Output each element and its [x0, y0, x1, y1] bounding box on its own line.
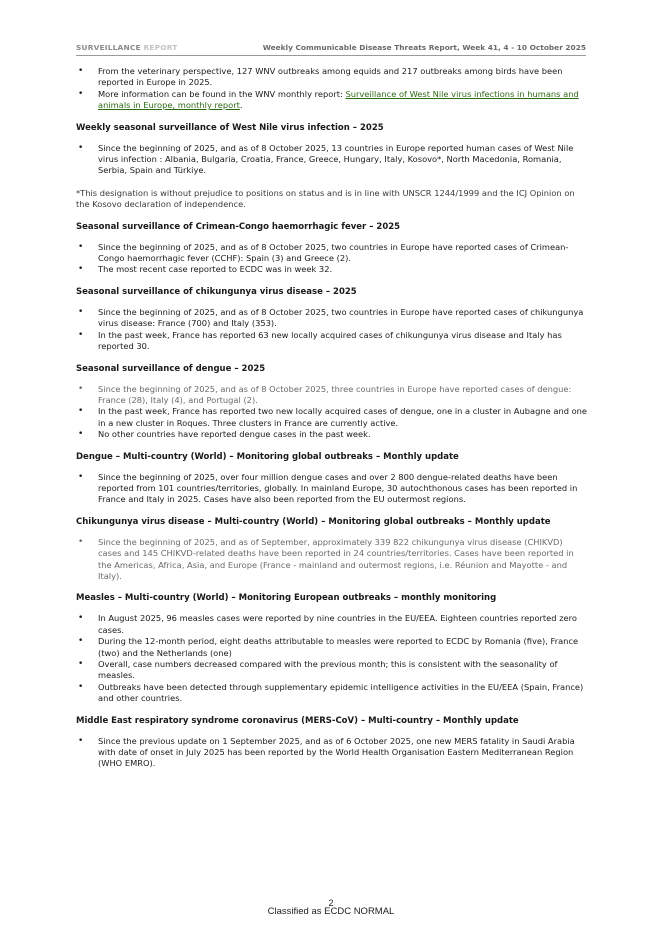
list-item: • Since the beginning of 2025, and as of 8 October 2025, 13 countries in Europe reported human cases of West Nile virus infection : Albania, Bulgaria, Croatia, France, Greece, Hungary, Italy, Kosovo*, North Macedonia, Romania, Serbia, Spain and Türkiye.	[76, 143, 588, 177]
classification-label: Classified as ECDC NORMAL	[267, 906, 395, 917]
section-heading-chikungunya-seasonal: Seasonal surveillance of chikungunya virus disease – 2025	[76, 286, 357, 297]
section-heading-chikungunya-global: Chikungunya virus disease – Multi-country (World) – Monitoring global outbreaks – Monthly update	[76, 516, 551, 527]
section-heading-cchf: Seasonal surveillance of Crimean-Congo haemorrhagic fever – 2025	[76, 221, 401, 232]
dengue-seasonal-list	[76, 384, 588, 441]
report-title: Weekly Communicable Disease Threats Report, Week 41, 4 - 10 October 2025	[262, 43, 586, 52]
section-heading-dengue-seasonal: Seasonal surveillance of dengue – 2025	[76, 363, 266, 374]
running-header	[76, 43, 586, 56]
main-content	[76, 66, 588, 781]
section-heading-mers: Middle East respiratory syndrome coronavirus (MERS-CoV) – Multi-country – Monthly update	[76, 715, 519, 726]
wnv-monthly-report-link[interactable]: Surveillance of West Nile virus infections in humans and animals in Europe, monthly report	[98, 88, 579, 111]
list-item: • In the past week, France has reported 63 new locally acquired cases of chikungunya virus disease and Italy has reported 30.	[76, 330, 588, 353]
measles-list	[76, 613, 588, 704]
list-item: • In August 2025, 96 measles cases were reported by nine countries in the EU/EEA. Eighteen countries reported zero cases.	[76, 613, 588, 636]
report-type-light: REPORT	[140, 43, 178, 52]
chikungunya-global-list	[76, 537, 588, 583]
list-item: • Since the beginning of 2025, and as of 8 October 2025, three countries in Europe have reported cases of dengue: France (28), Italy (4), and Portugal (2).	[76, 384, 588, 407]
list-item: • Overall, case numbers decreased compared with the previous month; this is consistent with the seasonality of measles.	[76, 659, 588, 682]
list-item-text: More information can be found in the WNV monthly report:	[98, 88, 346, 99]
chikungunya-seasonal-list	[76, 307, 588, 353]
list-item	[76, 89, 588, 112]
wnv-intro-list	[76, 66, 588, 112]
list-item: • Since the beginning of 2025, and as of 8 October 2025, two countries in Europe have reported cases of Crimean-Congo haemorrhagic fever (CCHF): Spain (3) and Greece (2).	[76, 242, 588, 265]
wnv-list	[76, 143, 588, 177]
page-number: 2	[328, 898, 334, 908]
list-item: • Outbreaks have been detected through supplementary epidemic intelligence activities in the EU/EEA (Spain, France) and other countries.	[76, 682, 588, 705]
list-item-text: .	[239, 100, 243, 111]
section-heading-wnv: Weekly seasonal surveillance of West Nile virus infection – 2025	[76, 122, 384, 133]
section-heading-dengue-global: Dengue – Multi-country (World) – Monitoring global outbreaks – Monthly update	[76, 451, 459, 462]
section-heading-measles: Measles – Multi-country (World) – Monitoring European outbreaks – monthly monitoring	[76, 593, 497, 604]
kosovo-footnote: *This designation is without prejudice to positions on status and is in line with UNSCR 1244/1999 and the ICJ Opinion on the Kosovo declaration of independence.	[76, 187, 575, 210]
mers-list	[76, 736, 588, 770]
cchf-list	[76, 242, 588, 276]
list-item: • No other countries have reported dengue cases in the past week.	[76, 429, 588, 440]
dengue-global-list	[76, 472, 588, 506]
report-type-label	[76, 43, 178, 52]
list-item: • Since the beginning of 2025, and as of 8 October 2025, two countries in Europe have reported cases of chikungunya virus disease: France (700) and Italy (353).	[76, 307, 588, 330]
report-type-bold: SURVEILLANCE	[76, 43, 141, 52]
list-item: • During the 12-month period, eight deaths attributable to measles were reported to ECDC by Romania (five), France (two) and the Netherlands (one)	[76, 636, 588, 659]
list-item: • The most recent case reported to ECDC was in week 32.	[76, 264, 588, 275]
list-item: • In the past week, France has reported two new locally acquired cases of dengue, one in a cluster in Aubagne and one in a new cluster in Roques. Three clusters in France are currently active.	[76, 406, 588, 429]
list-item: • Since the previous update on 1 September 2025, and as of 6 October 2025, one new MERS fatality in Saudi Arabia with date of onset in July 2025 has been reported by the World Health Organisation Eastern Mediterranean Region (WHO EMRO).	[76, 736, 588, 770]
list-item: • Since the beginning of 2025, over four million dengue cases and over 2 800 dengue-related deaths have been reported from 101 countries/territories, globally. In mainland Europe, 30 autochthonous cases has been reported in France and Italy in 2025. Cases have also been reported from the EU outermost regions.	[76, 472, 588, 506]
list-item: • From the veterinary perspective, 127 WNV outbreaks among equids and 217 outbreaks among birds have been reported in Europe in 2025.	[76, 66, 588, 89]
list-item: • Since the beginning of 2025, and as of September, approximately 339 822 chikungunya virus disease (CHIKVD) cases and 145 CHIKVD-related deaths have been reported in 24 countries/territories. Cases have been reported in the Americas, Africa, Asia, and Europe (France - mainland and outermost regions, i.e. Réunion and Mayotte - and Italy).	[76, 537, 588, 583]
